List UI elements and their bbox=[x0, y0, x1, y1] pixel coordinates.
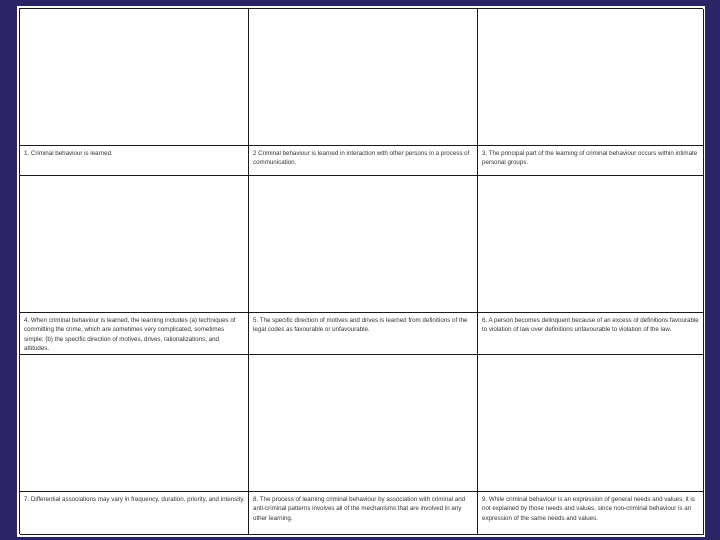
statement-9: 9. While criminal behaviour is an expression of general needs and values, it is not explained by those needs and values, since non-criminal behaviour is an expression of the same needs and values. bbox=[478, 492, 704, 535]
statement-2: 2 Criminal behaviour is learned in interaction with other persons in a process of communication. bbox=[249, 146, 478, 176]
statement-3: 3. The principal part of the learning of criminal behaviour occurs within intimate personal groups. bbox=[478, 146, 704, 176]
drawing-box-4[interactable] bbox=[20, 176, 249, 313]
statement-4: 4. When criminal behaviour is learned, the learning includes (a) techniques of committing the crime, which are sometimes very complicated, sometimes simple; (b) the specific direction of motives, drives, rationalizations, and attitudes. bbox=[20, 313, 249, 355]
drawing-box-3[interactable] bbox=[478, 9, 704, 146]
statement-7: 7. Differential associations may vary in frequency, duration, priority, and intensity. bbox=[20, 492, 249, 535]
drawing-box-9[interactable] bbox=[478, 355, 704, 492]
storyboard-grid bbox=[19, 8, 703, 534]
statement-5: 5. The specific direction of motives and drives is learned from definitions of the legal codes as favourable or unfavourable. bbox=[249, 313, 478, 355]
statement-8: 8. The process of learning criminal behaviour by association with criminal and anti-criminal patterns involves all of the mechanisms that are involved in any other learning. bbox=[249, 492, 478, 535]
drawing-box-2[interactable] bbox=[249, 9, 478, 146]
statement-6: 6. A person becomes delinquent because of an excess of definitions favourable to violation of law over definitions unfavourable to violation of the law. bbox=[478, 313, 704, 355]
drawing-box-1[interactable] bbox=[20, 9, 249, 146]
drawing-box-8[interactable] bbox=[249, 355, 478, 492]
drawing-box-6[interactable] bbox=[478, 176, 704, 313]
drawing-box-5[interactable] bbox=[249, 176, 478, 313]
worksheet-page bbox=[17, 6, 705, 537]
drawing-box-7[interactable] bbox=[20, 355, 249, 492]
statement-1: 1. Criminal behaviour is learned. bbox=[20, 146, 249, 176]
